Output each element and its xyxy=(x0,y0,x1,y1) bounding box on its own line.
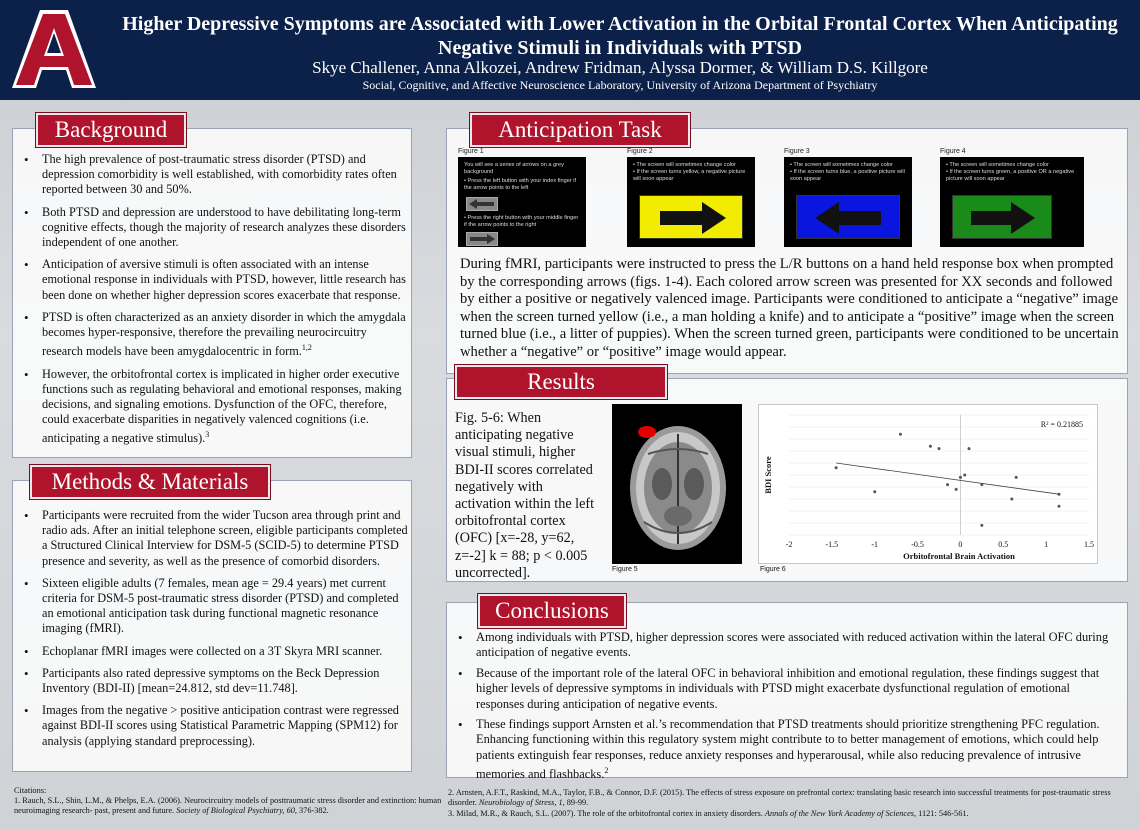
background-item-2: • Both PTSD and depression are understood to have debilitating long-term cognitive effects, though the majority of research analyzes these disorders independent of one another. xyxy=(14,205,406,251)
fig2-text-2: • If the screen turns yellow, a negative picture will soon appear xyxy=(633,169,746,182)
fig1-text-1: You will see a series of arrows on a grey background xyxy=(464,162,564,175)
yellow-screen xyxy=(639,195,743,239)
data-point xyxy=(955,488,958,491)
r-squared-annotation: R² = 0.21885 xyxy=(1040,420,1083,429)
x-tick-label: 1 xyxy=(1044,540,1049,549)
fig1-text-3: • Press the right button with your middle finger if the arrow points to the right xyxy=(464,215,579,228)
affiliation: Social, Cognitive, and Affective Neuroscience Laboratory, University of Arizona Department of Psychiatry xyxy=(362,78,878,92)
scatter-chart xyxy=(758,404,1098,564)
figure-4-screen xyxy=(940,157,1084,247)
title-line-2: Negative Stimuli in Individuals with PTSD xyxy=(438,37,802,59)
data-point xyxy=(963,474,966,477)
poster-title xyxy=(100,12,1140,60)
fig4-text-1: • The screen will sometimes change color xyxy=(946,162,1049,168)
citations-heading: Citations: xyxy=(14,786,47,795)
methods-item-5: • Images from the negative > positive anticipation contrast were regressed against BDI-II scores using Statistical Parametric Mapping (SPM12) for analysis (applying standard preprocessing). xyxy=(14,703,408,749)
figure-4 xyxy=(940,148,1084,247)
green-screen xyxy=(952,195,1052,239)
data-point xyxy=(1010,498,1013,501)
data-point xyxy=(873,490,876,493)
background-item-4: • PTSD is often characterized as an anxiety disorder in which the amygdala becomes hyper-responsive, therefore the prevailing neurocircuitry research models have been amygdalocentric in form.$^{1,2}$ xyxy=(14,310,406,360)
background-title: Background xyxy=(36,113,186,147)
fig3-text-1: • The screen will sometimes change color xyxy=(790,162,893,168)
conclusions-title: Conclusions xyxy=(478,594,626,628)
title-line-1: Higher Depressive Symptoms are Associated with Lower Activation in the Orbital Frontal Cortex When Anticipating xyxy=(122,13,1118,35)
figure-6-label: Figure 6 xyxy=(760,566,786,573)
x-tick-label: -0.5 xyxy=(911,540,924,549)
data-point xyxy=(959,476,962,479)
data-point xyxy=(968,447,971,450)
right-arrow-icon xyxy=(953,196,1053,240)
methods-item-1: • Participants were recruited from the wider Tucson area through print and radio ads. After an initial telephone screen, eligible participants completed a Structured Clinical Interview for DSM-5 (SCID-5) to determine PTSD presence and severity, as well as the presence of comorbid disorders. xyxy=(14,508,408,569)
results-title: Results xyxy=(455,365,667,399)
figure-3 xyxy=(784,148,912,247)
data-point xyxy=(835,466,838,469)
conclusions-item-2: • Because of the important role of the lateral OFC in behavioral inhibition and emotional regulation, these findings suggest that higher levels of depressive symptoms in individuals with PTSD might exacerbate dysfunctional regulation of emotional responses during anticipation of negative events. xyxy=(448,666,1114,712)
blue-screen xyxy=(796,195,900,239)
conclusions-list xyxy=(448,630,1114,790)
brain-scan-image xyxy=(612,404,742,564)
task-title: Anticipation Task xyxy=(470,113,690,147)
trendline xyxy=(836,463,1059,494)
fig3-text-2: • If the screen turns blue, a positive picture will soon appear xyxy=(790,169,905,182)
x-tick-label: -2 xyxy=(785,540,793,549)
methods-item-2: • Sixteen eligible adults (7 females, mean age = 29.4 years) met current criteria for DSM-5 post-traumatic stress disorder (PTSD) and completed an emotional anticipation task during functional magnetic resonance imaging (fMRI). xyxy=(14,576,408,637)
university-logo xyxy=(8,6,100,94)
task-paragraph: During fMRI, participants were instructed to press the L/R buttons on a hand held response box when prompted by the corresponding arrows (figs. 1-4). Each colored arrow screen was presented for XX seconds and followed by either a positive or negatively valenced image. Participants were conditioned to anticipate a “negative” image when the screen turned yellow (i.e., a man holding a knife) and to anticipate a “positive” image when the screen turned blue (i.e., a litter of puppies). When the screen turned green, participants were conditioned to be uncertain whether a “negative” or “positive” image would appear. xyxy=(460,256,1119,360)
data-point xyxy=(1015,476,1018,479)
figure-1-screen xyxy=(458,157,586,247)
data-point xyxy=(938,447,941,450)
left-arrow-icon xyxy=(466,197,498,211)
right-arrow-icon xyxy=(640,196,744,240)
background-list xyxy=(14,152,406,454)
x-tick-label: 0.5 xyxy=(998,540,1009,549)
x-tick-label: 1.5 xyxy=(1084,540,1094,549)
figure-2-label: Figure 2 xyxy=(627,148,653,155)
x-axis-label: Orbitofrontal Brain Activation xyxy=(903,551,1015,561)
background-item-5: • However, the orbitofrontal cortex is implicated in higher order executive functions such as regulating behavioral and emotional responses, making decisions, and signaling emotions. Dysfunction of the OFC, therefore, could exacerbate disparities in negatively valenced cognitions (i.e. anticipating a negative stimulus).$^3$ xyxy=(14,367,406,447)
figure-3-screen xyxy=(784,157,912,247)
citation-2: 2. Arnsten, A.F.T., Raskind, M.A., Taylor, F.B., & Connor, D.F. (2015). The effects of stress exposure on prefrontal cortex: translating basic research into successful treatments for post-traumatic stress disorder. Neurobiology of Stress, 1, 89-99. xyxy=(448,788,1111,807)
figure-4-label: Figure 4 xyxy=(940,148,966,155)
conclusions-item-1: • Among individuals with PTSD, higher depression scores were associated with reduced activation within the lateral OFC during anticipation of negative events. xyxy=(448,630,1114,661)
conclusions-item-3: • These findings support Arnsten et al.’s recommendation that PTSD treatments should prioritize strengthening PFC regulation. Enhancing functioning within this regulatory system might contribute to to better management of emotions, which could help patients extinguish fear responses, reduce anxiety responses and hyperarousal, while also reducing prevalence of intrusive memories and flashbacks.$^2$ xyxy=(448,717,1114,783)
figure-2-screen xyxy=(627,157,755,247)
x-tick-label: 0 xyxy=(958,540,963,549)
ofc-activation-blob xyxy=(638,426,656,438)
figure-5-label: Figure 5 xyxy=(612,566,638,573)
figure-2 xyxy=(627,148,755,247)
y-axis-label: BDI Score xyxy=(763,456,773,494)
authors: Skye Challener, Anna Alkozei, Andrew Fridman, Alyssa Dormer, & William D.S. Killgore xyxy=(312,58,928,77)
citation-1: Citations: 1. Rauch, S.L., Shin, L.M., & Phelps, E.A. (2006). Neurocircuitry models of posttraumatic stress disorder and extinction: human neuroimaging research- past, present and future. Society of Biological Psychiatry, 60, 376-382. xyxy=(14,786,442,815)
x-tick-label: -1 xyxy=(871,540,879,549)
figure-3-label: Figure 3 xyxy=(784,148,810,155)
fig4-text-2: • If the screen turns green, a positive OR a negative picture will soon appear xyxy=(946,169,1075,182)
background-item-1: • The high prevalence of post-traumatic stress disorder (PTSD) and depression comorbidity is well established, with comorbidity rates often reported between 30 and 50%. xyxy=(14,152,406,198)
x-tick-label: -1.5 xyxy=(825,540,839,549)
citation-3: 3. Milad, M.R., & Rauch, S.L. (2007). The role of the orbitofrontal cortex in anxiety disorders. Annals of the New York Academy of Sciences, 1121: 546-561. xyxy=(448,809,969,818)
brain-scan-graphic xyxy=(612,404,742,564)
methods-item-4: • Participants also rated depressive symptoms on the Beck Depression Inventory (BDI-II) [mean=24.812, std dev=11.748]. xyxy=(14,666,408,696)
data-point xyxy=(980,524,983,527)
right-arrow-icon xyxy=(466,232,498,246)
poster-header xyxy=(0,0,1140,100)
data-point xyxy=(946,483,949,486)
data-point xyxy=(929,445,932,448)
figure-1 xyxy=(458,148,586,247)
scatter-svg xyxy=(759,405,1099,565)
data-point xyxy=(899,433,902,436)
left-arrow-icon xyxy=(797,196,901,240)
results-caption: Fig. 5-6: When anticipating negative visual stimuli, higher BDI-II scores correlated negatively with activation within the left orbitofrontal cortex (OFC) [x=-28, y=62, z=-2] k = 88; p < 0.005 uncorrected]. xyxy=(455,410,595,581)
methods-list xyxy=(14,508,408,756)
methods-item-3: • Echoplanar fMRI images were collected on a 3T Skyra MRI scanner. xyxy=(14,644,408,659)
background-item-3: • Anticipation of aversive stimuli is often associated with an intense emotional response in individuals with PTSD, however, little research has been done on whether higher depression scores exacerbate that response. xyxy=(14,257,406,303)
figure-1-label: Figure 1 xyxy=(458,148,484,155)
fig2-text-1: • The screen will sometimes change color xyxy=(633,162,736,168)
data-point xyxy=(1058,505,1061,508)
fig1-text-2: • Press the left button with your index finger if the arrow points to the left xyxy=(464,178,577,191)
methods-title: Methods & Materials xyxy=(30,465,270,499)
